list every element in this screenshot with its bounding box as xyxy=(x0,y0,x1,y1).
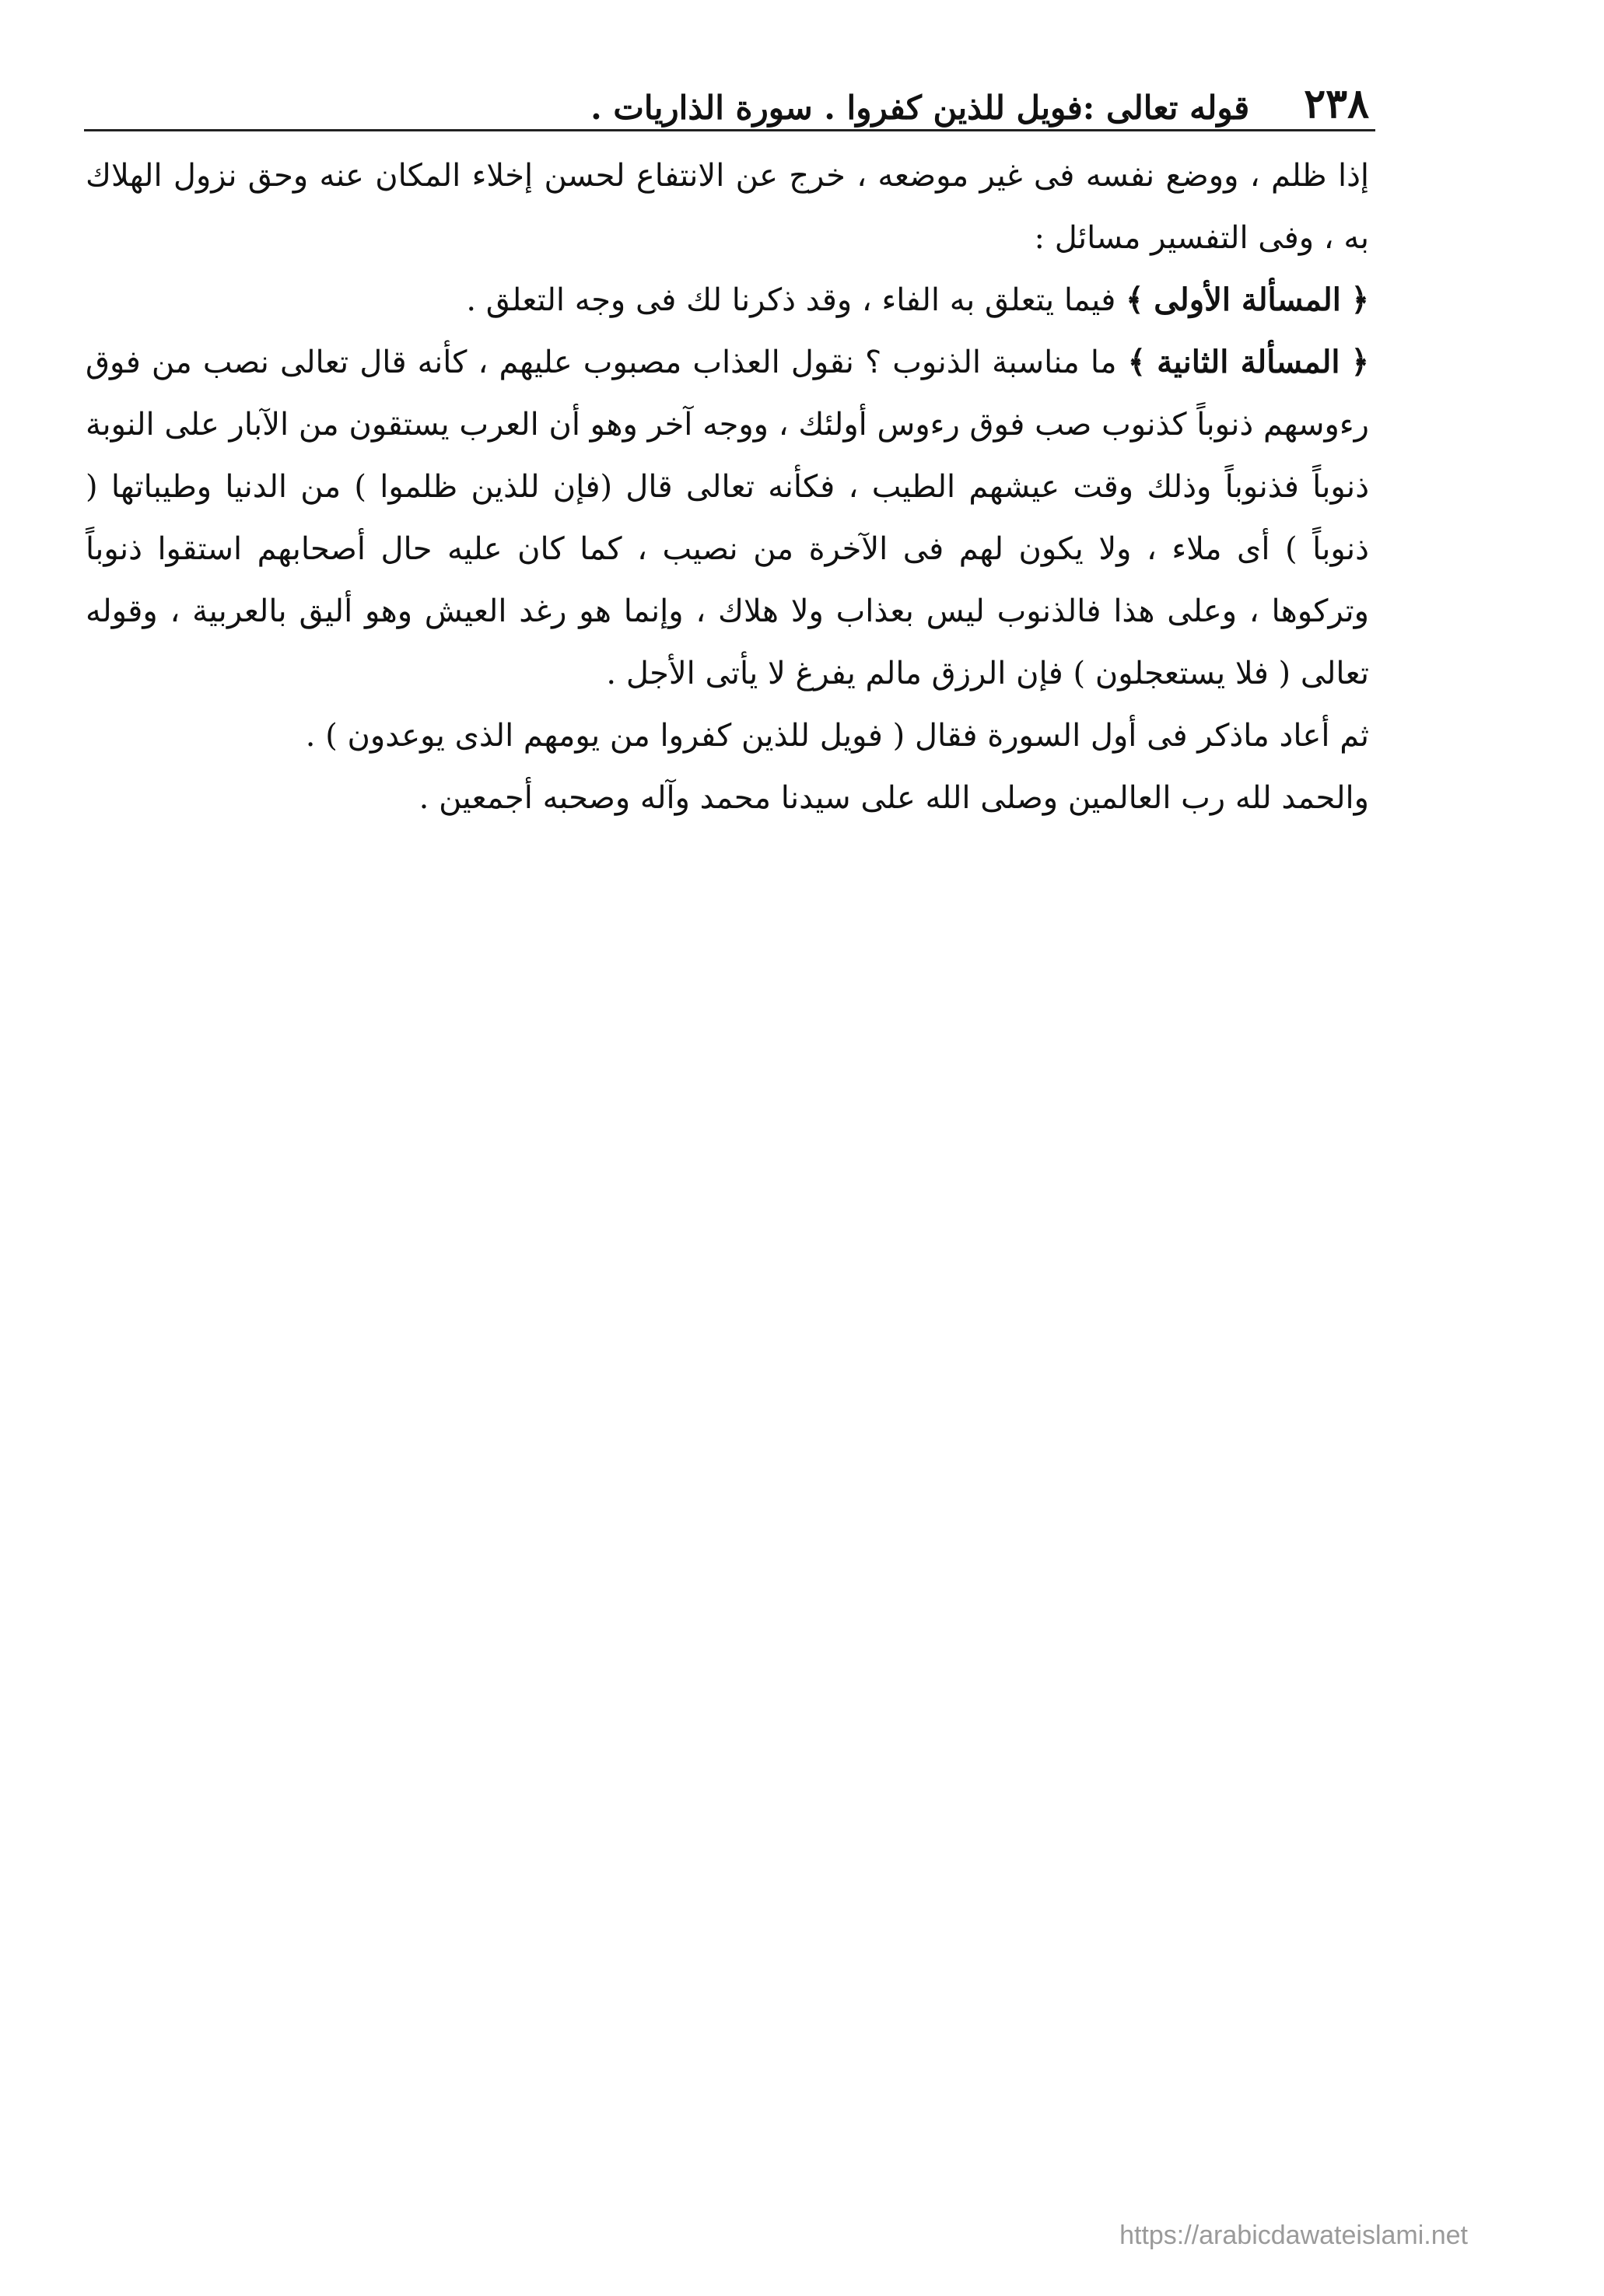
page-number: ٢٣٨ xyxy=(1304,80,1369,128)
ornate-bracket-close: ﴾ xyxy=(1126,282,1144,318)
body-text xyxy=(86,145,1369,829)
question-two-paragraph xyxy=(86,331,1369,705)
watermark-url: https://arabicdawateislami.net xyxy=(1119,2221,1468,2250)
final-verse-paragraph: ثم أعاد ماذكر فى أول السورة فقال ( فويل للذين كفروا من يومهم الذى يوعدون ) . xyxy=(305,718,1369,754)
page-header xyxy=(86,62,1369,128)
ornate-bracket-close: ﴾ xyxy=(1127,344,1147,380)
question-one-paragraph xyxy=(86,269,1369,331)
question-one-text: فيما يتعلق به الفاء ، وقد ذكرنا لك فى وجه التعلق . xyxy=(466,282,1116,318)
question-one-heading: المسألة الأولى xyxy=(1154,282,1341,318)
ornate-bracket-open: ﴿ xyxy=(1350,282,1369,318)
header-rule xyxy=(84,129,1375,131)
closing-paragraph: والحمد لله رب العالمين وصلى الله على سيدنا محمد وآله وصحبه أجمعين . xyxy=(419,780,1369,816)
question-two-heading: المسألة الثانية xyxy=(1157,344,1340,380)
running-title: قوله تعالى :فويل للذين كفروا . سورة الذاريات . xyxy=(590,89,1250,127)
intro-paragraph: إذا ظلم ، ووضع نفسه فى غير موضعه ، خرج عن الانتفاع لحسن إخلاء المكان عنه وحق نزول الهلاك به ، وفى التفسير مسائل : xyxy=(86,158,1369,256)
question-two-text: ما مناسبة الذنوب ؟ نقول العذاب مصبوب عليهم ، كأنه قال تعالى نصب من فوق رءوسهم ذنوباً كذنوب صب فوق رءوس أولئك ، ووجه آخر وهو أن العرب يستقون من الآبار على النوبة ذنوباً فذنوباً وذلك وقت عيشهم الطيب ، فكأنه تعالى قال (فإن للذين ظلموا ) من الدنيا وطيباتها ( ذنوباً ) أى ملاء ، ولا يكون لهم فى الآخرة من نصيب ، كما كان عليه حال أصحابهم استقوا ذنوباً وتركوها ، وعلى هذا فالذنوب ليس بعذاب ولا هلاك ، وإنما هو رغد العيش وهو أليق بالعربية ، وقوله تعالى ( فلا يستعجلون ) فإن الرزق مالم يفرغ لا يأتى الأجل . xyxy=(86,345,1370,691)
ornate-bracket-open: ﴿ xyxy=(1350,344,1370,380)
